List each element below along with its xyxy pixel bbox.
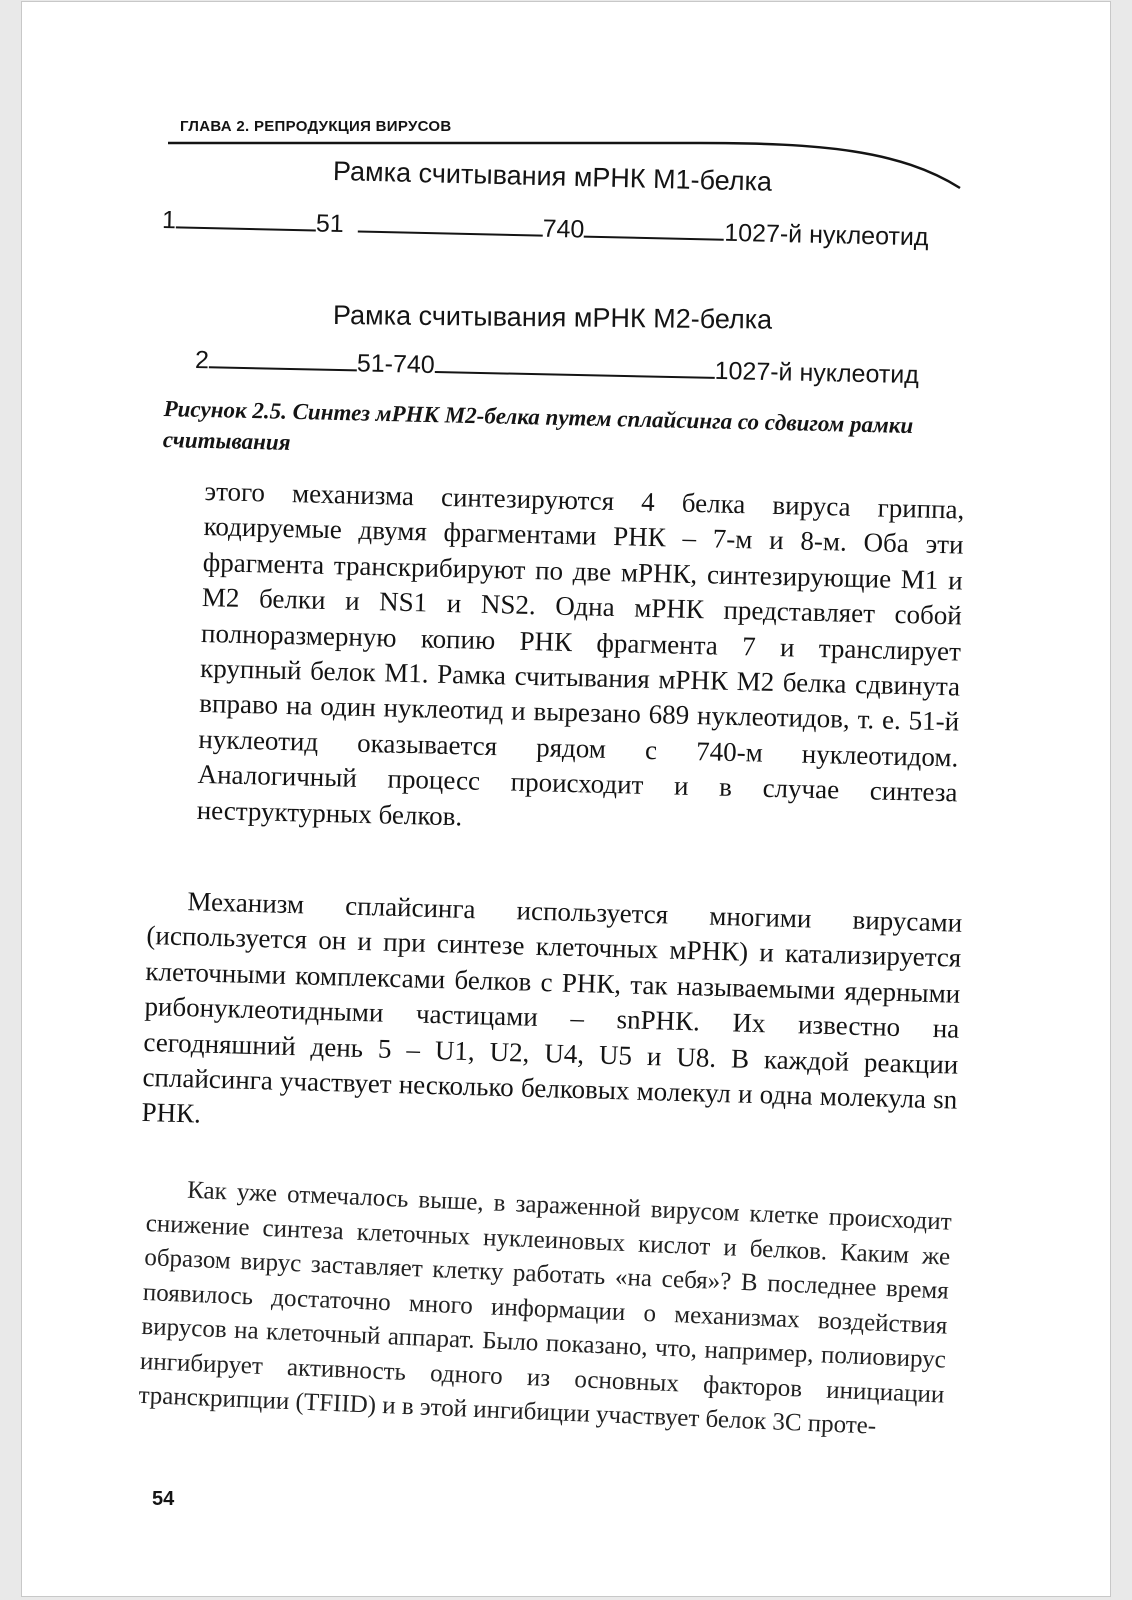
paragraph-1: этого механизма синтезируются 4 белка вируса гриппа, кодируемые двумя фрагментами РНК – 7-м и 8-м. Оба эти фрагмента транскрибируют по две мРНК, синтезирующие М1 и М2 белки и NS1 и NS2. Одна мРНК представляет собой полноразмерную копию РНК фрагмента 7 и транслирует крупный белок М1. Рамка считывания мРНК М2 белка сдвинута вправо на один нуклеотид и вырезано 689 нуклеотидов, т. е. 51-й нуклеотид оказывается рядом с 740-м нуклеотидом. Аналогичный процесс происходит и в случае синтеза неструктурных белков. <box>196 475 965 832</box>
frame1-segment-1 <box>176 208 316 231</box>
frame1-mark-740: 740 <box>542 214 585 244</box>
figure-caption: Рисунок 2.5. Синтез мРНК М2-белка путем сплайсинга со сдвигом рамки считывания <box>162 395 914 455</box>
paragraph-2: Механизм сплайсинга используется многими вирусами (используется он и при синтезе клеточных мРНК) и катализируется клеточными комплексами белков с РНК, так называемыми ядерными рибонуклеотидными частицами – snРНК. Их известно на сегодняшний день 5 – U1, U2, U4, U5 и U8. В каждой реакции сплайсинга участвует несколько белковых молекул и одна молекула sn РНК. <box>141 886 963 1129</box>
frame1-segment-2 <box>357 212 542 236</box>
page-number: 54 <box>152 1488 175 1510</box>
frame2-segment-1 <box>209 348 357 371</box>
frame2-segment-2 <box>435 353 715 379</box>
running-head: ГЛАВА 2. РЕПРОДУКЦИЯ ВИРУСОВ <box>180 118 452 135</box>
frame1-mark-start: 1 <box>161 206 177 235</box>
frame1-mark-51: 51 <box>315 209 345 239</box>
frame1-title: Рамка считывания мРНК М1-белка <box>332 156 773 197</box>
paragraph-3: Как уже отмечалось выше, в зараженной вирусом клетке происходит снижение синтеза клеточных нуклеиновых кислот и белков. Каким же образом вирус заставляет клетку работать «на себя»? В последнее время появилось достаточно много информации о механизмах воздействия вирусов на клеточный аппарат. Было показано, что, например, полиовирус ингибирует активность одного из основных факторов инициации транскрипции (TFIID) и в этой ингибиции участвует белок 3С проте- <box>138 1176 953 1440</box>
frame2-mark-51-740: 51-740 <box>356 349 436 380</box>
frame2-title: Рамка считывания мРНК М2-белка <box>332 300 773 335</box>
frame2-mark-start: 2 <box>194 346 210 375</box>
frame1-mark-end: 1027-й нуклеотид <box>723 218 929 252</box>
frame2-mark-end: 1027-й нуклеотид <box>714 356 920 390</box>
frame1-segment-3 <box>584 218 724 241</box>
